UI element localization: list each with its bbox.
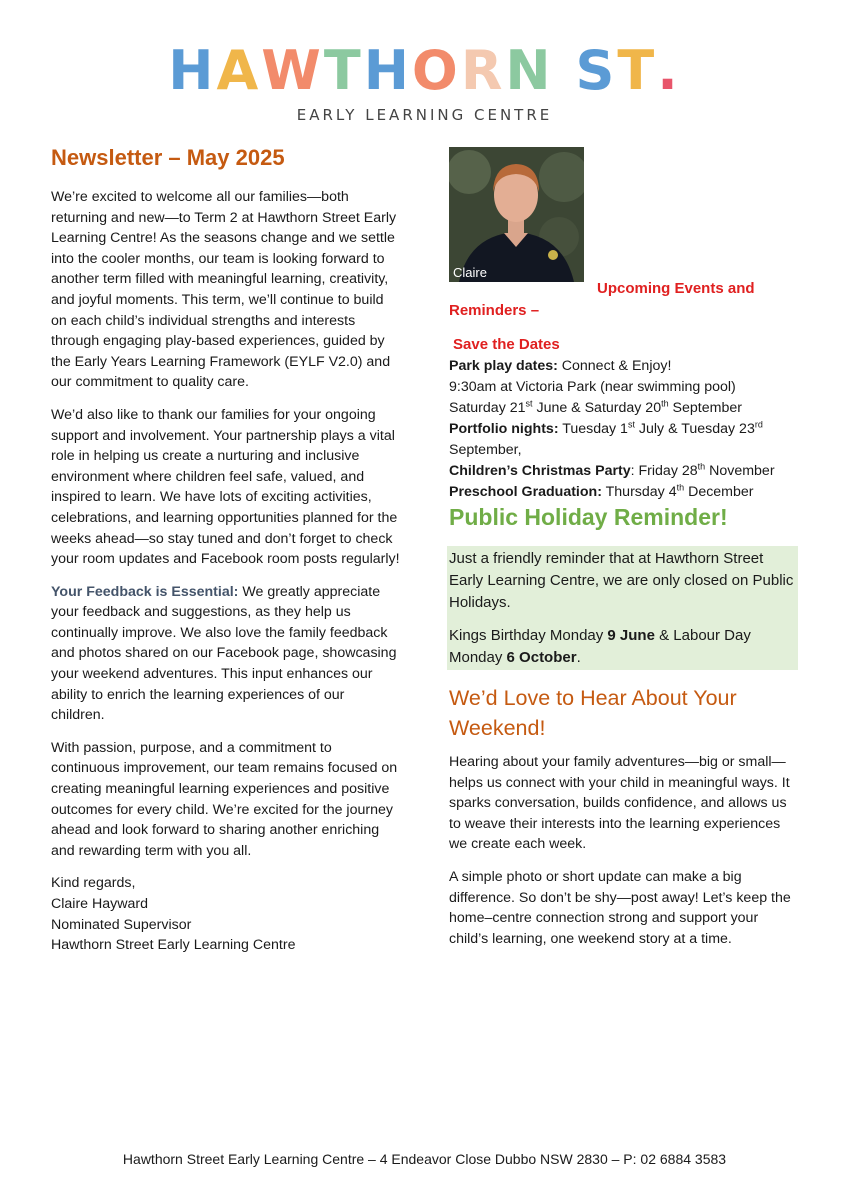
park-play-text: Connect & Enjoy! xyxy=(557,358,672,374)
weekend-paragraph-1: Hearing about your family adventures—big or small—helps us connect with your child in meaningful ways. It sparks conversation, builds confidence, and allows us to weave their interests into the learning experiences we create each week. xyxy=(449,754,790,853)
events-list xyxy=(449,356,801,503)
holiday-text: Kings Birthday Monday xyxy=(449,627,608,644)
signer-role: Nominated Supervisor xyxy=(51,916,192,933)
park-play-time: 9:30am at Victoria Park (near swimming pool) xyxy=(449,379,736,395)
park-date-text: September xyxy=(668,400,742,416)
holiday-text: . xyxy=(576,649,581,666)
christmas-party-line xyxy=(449,461,801,482)
christmas-date-text: : Friday 28 xyxy=(630,463,698,479)
park-play-line xyxy=(449,356,801,377)
christmas-party-label: Children’s Christmas Party xyxy=(449,463,631,479)
graduation-date-text: Thursday 4 xyxy=(601,484,677,500)
signature-block xyxy=(51,873,401,955)
signer-organisation: Hawthorn Street Early Learning Centre xyxy=(51,937,296,954)
ordinal-suffix: rd xyxy=(754,419,763,430)
events-heading-line-2: Reminders – xyxy=(449,302,540,319)
public-holiday-box xyxy=(447,546,798,670)
portfolio-line xyxy=(449,419,801,440)
sign-off-line: Kind regards, xyxy=(51,875,136,892)
logo-letter xyxy=(554,38,576,104)
logo-letter: W xyxy=(261,39,324,102)
holiday-date: 6 October xyxy=(506,649,577,666)
logo-letter: T xyxy=(617,39,658,102)
graduation-date-text: December xyxy=(684,484,754,500)
feedback-text: We greatly appreciate your feedback and suggestions, as they help us continually improve. We also love the family feedback and photos shared on our Facebook page, showcasing your weekend adventures. This input enhances our ability to enrich the learning experiences of our children. xyxy=(51,583,397,724)
portfolio-date-text: Tuesday 1 xyxy=(558,421,628,437)
welcome-paragraph: We’re excited to welcome all our families—both returning and new—to Term 2 at Hawthorn Street Early Learning Centre! As the seasons change and we settle into the cooler months, our team is looking forward to another term filled with meaningful learning, creativity, and joyful moments. This term, we’ll continue to build on each child’s individual strengths and interests through engaging play-based experiences, guided by the Early Years Learning Framework (EYLF V2.0) and our commitment to quality care. xyxy=(51,189,397,391)
christmas-date-text: November xyxy=(705,463,775,479)
newsletter-title: Newsletter – May 2025 xyxy=(51,145,285,170)
newsletter-column xyxy=(51,143,401,956)
staff-photo xyxy=(449,147,584,282)
portfolio-line-2: September, xyxy=(449,442,522,458)
weekend-title: We’d Love to Hear About Your Weekend! xyxy=(449,686,737,740)
closing-paragraph: With passion, purpose, and a commitment to continuous improvement, our team remains focused on creating meaningful learning experiences and positive outcomes for every child. We’re excited for the journey ahead and look forward to sharing another enriching and rewarding term with you all. xyxy=(51,739,398,859)
staff-portrait-image xyxy=(449,147,584,282)
page-footer: Hawthorn Street Early Learning Centre – 4 Endeavor Close Dubbo NSW 2830 – P: 02 6884 3583 xyxy=(122,1151,727,1167)
ordinal-suffix: th xyxy=(697,461,706,472)
ordinal-suffix: th xyxy=(676,482,685,493)
portfolio-label: Portfolio nights: xyxy=(449,421,559,437)
logo-wordmark xyxy=(0,38,849,104)
weekend-paragraph-2: A simple photo or short update can make a big difference. So don’t be shy—post away! Let’s keep the home–centre connection strong and support your child’s learning, one weekend story at a time. xyxy=(449,869,791,947)
holiday-text: & Labour Day Monday xyxy=(449,627,751,666)
logo-letter: T xyxy=(323,39,364,102)
park-date-text: June & Saturday 20 xyxy=(532,400,662,416)
park-play-dates xyxy=(449,398,801,419)
logo-letter: H xyxy=(168,39,217,102)
park-date-text: Saturday 21 xyxy=(449,400,526,416)
public-holiday-dates xyxy=(449,625,794,669)
ordinal-suffix: st xyxy=(627,419,635,430)
portfolio-date-text: July & Tuesday 23 xyxy=(634,421,755,437)
logo-letter: . xyxy=(657,39,681,102)
logo-letter: H xyxy=(363,39,412,102)
logo-letter: S xyxy=(575,39,618,102)
public-holiday-paragraph: Just a friendly reminder that at Hawthorn Street Early Learning Centre, we are only closed on Public Holidays. xyxy=(449,550,794,611)
thanks-paragraph: We’d also like to thank our families for your ongoing support and involvement. Your partnership plays a vital role in helping us create a nurturing and inclusive environment where children feel safe, valued, and inspired to learn. We have lots of exciting activities, celebrations, and learning opportunities planned for the weeks ahead—so stay tuned and don’t forget to check your room updates and Facebook room posts regularly! xyxy=(51,406,400,568)
events-heading-line-3: Save the Dates xyxy=(453,336,560,353)
page-header xyxy=(0,38,849,124)
holiday-date: 9 June xyxy=(607,627,655,644)
logo-letter: O xyxy=(411,39,461,102)
graduation-label: Preschool Graduation: xyxy=(449,484,602,500)
public-holiday-title: Public Holiday Reminder! xyxy=(449,504,728,530)
logo-subtitle: EARLY LEARNING CENTRE xyxy=(296,106,553,124)
signer-name: Claire Hayward xyxy=(51,896,148,912)
logo-letter: N xyxy=(505,39,554,102)
park-play-label: Park play dates: xyxy=(449,358,558,374)
feedback-label: Your Feedback is Essential: xyxy=(51,583,239,600)
graduation-line xyxy=(449,482,801,503)
ordinal-suffix: st xyxy=(525,398,533,409)
events-heading-line-1: Upcoming Events and xyxy=(597,280,755,297)
feedback-paragraph xyxy=(51,582,401,726)
photo-caption: Claire xyxy=(453,265,487,280)
ordinal-suffix: th xyxy=(661,398,669,409)
logo-letter: A xyxy=(216,39,262,102)
logo-letter: R xyxy=(460,39,506,102)
